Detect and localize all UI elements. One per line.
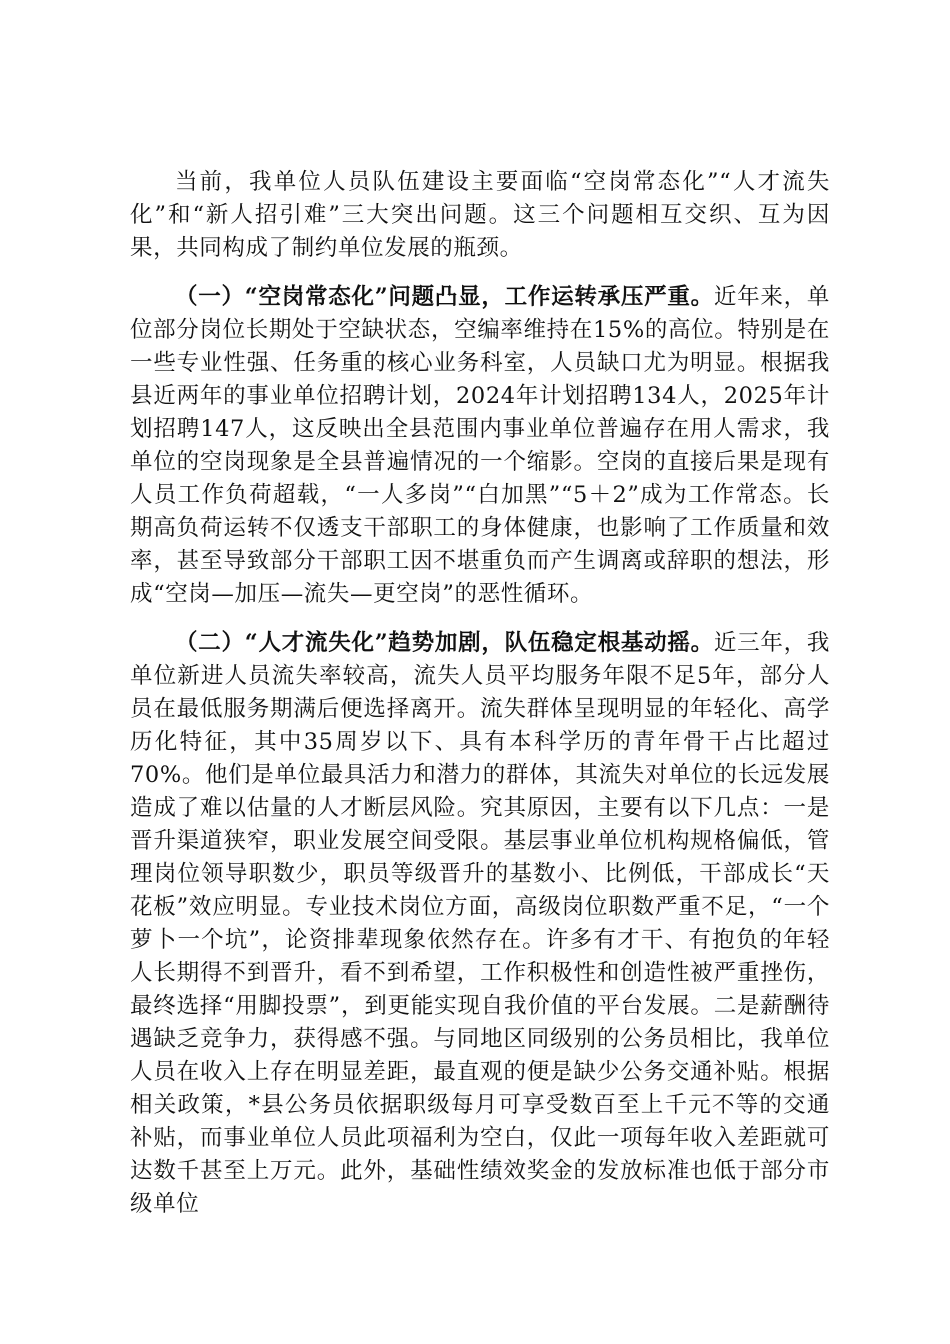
section-2-text: 近三年，我单位新进人员流失率较高，流失人员平均服务年限不足5年，部分人员在最低服务期满后便选择离开。流失群体呈现明显的年轻化、高学历化特征，其中35周岁以下、具有本科学历的青年骨干占比超过70%。他们是单位最具活力和潜力的群体，其流失对单位的长远发展造成了难以估量的人才断层风险。究其原因，主要有以下几点：一是晋升渠道狭窄，职业发展空间受限。基层事业单位机构规格偏低，管理岗位领导职数少，职员等级晋升的基数小、比例低，干部成长“天花板”效应明显。专业技术岗位方面，高级岗位职数严重不足，“一个萝卜一个坑”，论资排辈现象依然存在。许多有才干、有抱负的年轻人长期得不到晋升，看不到希望，工作积极性和创造性被严重挫伤，最终选择“用脚投票”，到更能实现自我价值的平台发展。二是薪酬待遇缺乏竞争力，获得感不强。与同地区同级别的公务员相比，我单位人员在收入上存在明显差距，最直观的便是缺少公务交通补贴。根据相关政策，*县公务员依据职级每月可享受数百至上千元不等的交通补贴，而事业单位人员此项福利为空白，仅此一项每年收入差距就可达数千甚至上万元。此外，基础性绩效奖金的发放标准也低于部分市级单位 [130,630,830,1217]
paragraph-intro [130,166,830,265]
paragraph-section-1 [130,281,830,611]
section-2-heading: （二）“人才流失化”趋势加剧，队伍稳定根基动摇。 [175,630,714,656]
paragraph-intro-text: 当前，我单位人员队伍建设主要面临“空岗常态化”“人才流失化”和“新人招引难”三大突出问题。这三个问题相互交织、互为因果，共同构成了制约单位发展的瓶颈。 [130,169,830,261]
section-1-text: 近年来，单位部分岗位长期处于空缺状态，空编率维持在15%的高位。特别是在一些专业性强、任务重的核心业务科室，人员缺口尤为明显。根据我县近两年的事业单位招聘计划，2024年计划招聘134人，2025年计划招聘147人，这反映出全县范围内事业单位普遍存在用人需求，我单位的空岗现象是全县普遍情况的一个缩影。空岗的直接后果是现有人员工作负荷超载，“一人多岗”“白加黑”“5＋2”成为工作常态。长期高负荷运转不仅透支干部职工的身体健康，也影响了工作质量和效率，甚至导致部分干部职工因不堪重负而产生调离或辞职的想法，形成“空岗—加压—流失—更空岗”的恶性循环。 [130,284,830,607]
section-1-heading: （一）“空岗常态化”问题凸显，工作运转承压严重。 [175,284,714,310]
document-page [130,166,830,1237]
paragraph-section-2 [130,627,830,1221]
